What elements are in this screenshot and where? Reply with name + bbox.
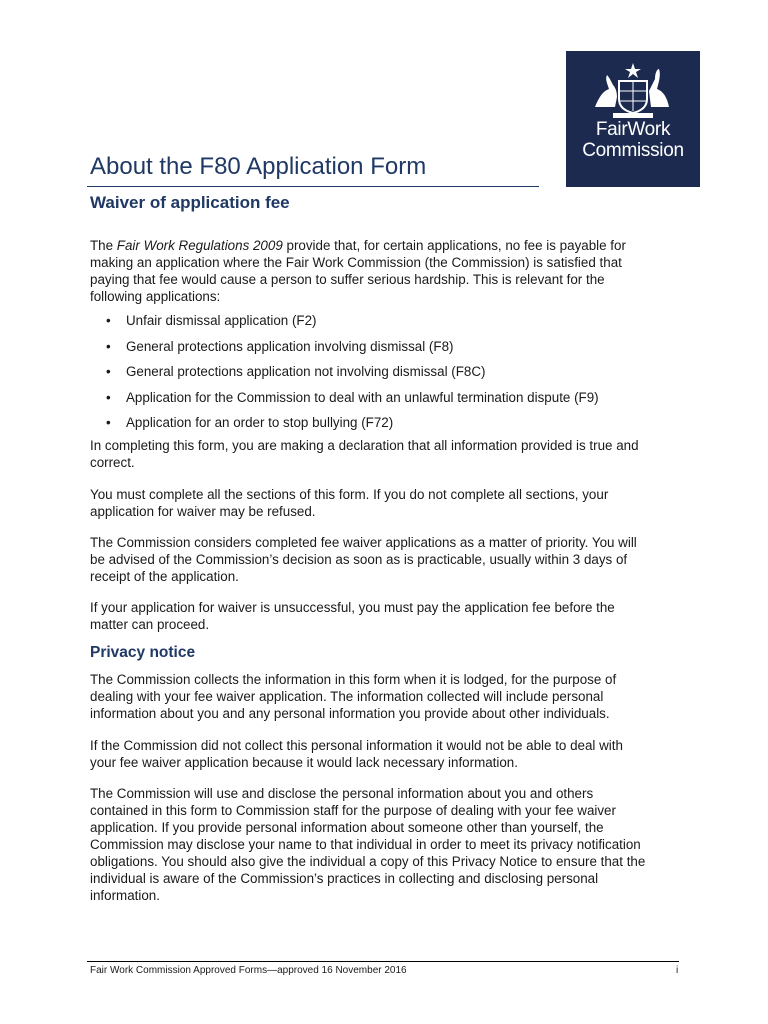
- intro-paragraph: [90, 237, 650, 305]
- privacy-paragraph-disclosure: The Commission will use and disclose the personal information about you and others contained in this form to Commission staff for the purpose of dealing with your fee waiver application. If you provide personal information about someone other than yourself, the Commission may disclose your name to that individual in order to meet its privacy notification obligations. You should also give the individual a copy of this Privacy Notice to ensure that the individual is aware of the Commission’s practices in collecting and disclosing personal information.: [90, 786, 646, 903]
- list-item-text: Application for an order to stop bullying (F72): [126, 415, 394, 430]
- list-item: [90, 338, 650, 364]
- bullet-icon: •: [106, 389, 111, 405]
- list-item-text: General protections application involving dismissal (F8): [126, 338, 454, 354]
- complete-sections-paragraph: You must complete all the sections of this form. If you do not complete all sections, your application for waiver may be refused.: [90, 487, 609, 519]
- intro-text-start: The: [90, 238, 117, 253]
- page-title: About the F80 Application Form: [90, 153, 427, 180]
- section-heading-waiver: Waiver of application fee: [90, 193, 290, 212]
- list-item: [90, 363, 650, 389]
- footer-divider: [87, 961, 679, 962]
- bullet-icon: •: [106, 415, 111, 430]
- footer-approval-text: Fair Work Commission Approved Forms—approved 16 November 2016: [90, 965, 407, 976]
- list-item-text: Unfair dismissal application (F2): [126, 313, 317, 328]
- title-divider: [87, 186, 539, 187]
- bullet-icon: •: [106, 313, 111, 328]
- bullet-icon: •: [106, 364, 111, 379]
- privacy-paragraph-necessity: If the Commission did not collect this personal information it would not be able to deal with your fee waiver application because it would lack necessary information.: [90, 738, 623, 770]
- regulations-name: Fair Work Regulations 2009: [116, 238, 283, 253]
- privacy-heading: Privacy notice: [90, 644, 196, 661]
- fair-work-commission-logo: [566, 51, 700, 187]
- list-item-text: Application for the Commission to deal with an unlawful termination dispute (F9): [126, 389, 599, 405]
- unsuccessful-paragraph: If your application for waiver is unsuccessful, you must pay the application fee before the matter can proceed.: [90, 600, 615, 632]
- bullet-icon: •: [106, 338, 111, 354]
- list-item: [90, 312, 650, 338]
- list-item-text: General protections application not involving dismissal (F8C): [126, 364, 486, 379]
- declaration-paragraph: In completing this form, you are making a declaration that all information provided is true and correct.: [90, 438, 639, 470]
- priority-paragraph: The Commission considers completed fee waiver applications as a matter of priority. You will be advised of the Commission’s decision as soon as is practicable, usually within 3 days of receipt of the application.: [90, 535, 637, 584]
- privacy-paragraph-collection: The Commission collects the information in this form when it is lodged, for the purpose of dealing with your fee waiver application. The information collected will include personal information about you and any personal information you provide about other individuals.: [90, 672, 617, 721]
- list-item: [90, 389, 650, 415]
- coat-of-arms-icon: [589, 61, 677, 119]
- list-item: [90, 414, 650, 440]
- logo-text-commission: Commission: [582, 140, 684, 161]
- applications-list: [90, 312, 650, 440]
- intro-text-rest: provide that, for certain applications, no fee is payable for making an application where the Fair Work Commission (the Commission) is satisfied that paying that fee would cause a person to suffer serious hardship. This is relevant for the following applications:: [90, 238, 626, 304]
- page-number: i: [676, 965, 679, 976]
- logo-text-fairwork: FairWork: [595, 119, 671, 140]
